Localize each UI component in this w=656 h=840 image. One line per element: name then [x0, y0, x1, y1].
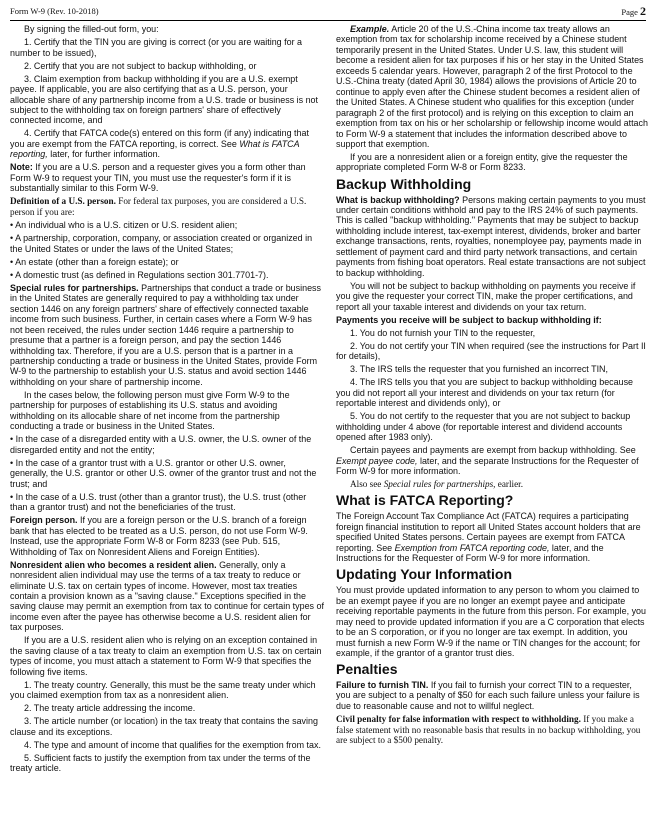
cert-3: 3. Claim exemption from backup withholding if you are a U.S. exempt payee. If applicable, you are also certifying that as a U.S. person, your allocable share of any partnership income from a U.S. trade or business is not subject to the withholding tax on foreign partners' share of effectively connected income, and [10, 73, 319, 126]
definition-label: Definition of a U.S. person. [10, 196, 116, 207]
us-person-bullet-3: • An estate (other than a foreign estate); or [10, 256, 179, 267]
foreign-person-paragraph [10, 515, 324, 557]
page-num: 2 [640, 4, 646, 18]
definition-text: For federal tax purposes, you are considered a U.S. person if you are: [10, 196, 307, 217]
note-label: Note: [10, 162, 33, 173]
civil-penalty-paragraph [336, 714, 648, 746]
cert-1: 1. Certify that the TIN you are giving is correct (or you are waiting for a number to be issued), [10, 37, 303, 58]
certain-payees-a: Certain payees and payments are exempt from backup withholding. See [350, 445, 636, 456]
failure-tin-label: Failure to furnish TIN. [336, 680, 429, 691]
penalties-heading: Penalties [336, 661, 398, 678]
right-column [336, 24, 648, 748]
updating-heading: Updating Your Information [336, 566, 513, 583]
note-text: If you are a U.S. person and a requester gives you a form other than Form W-9 to request your TIN, you must use the requester's form if it is substantially similar to this Form W-9. [10, 162, 306, 194]
treaty-item-5: 5. Sufficient facts to justify the exemption from tax under the terms of the treaty article. [10, 752, 311, 774]
nonresident-label: Nonresident alien who becomes a resident alien. [10, 559, 217, 570]
special-rules-link: Special rules for partnerships, [383, 479, 496, 490]
us-person-bullet-2: • A partnership, corporation, company, or association created or organized in the United States or under the laws of the United States; [10, 233, 313, 254]
case-bullet-3: • In the case of a U.S. trust (other than a grantor trust), the U.S. trust (other than a grantor trust) and not the beneficiaries of the trust. [10, 491, 307, 513]
backup-withholding-text: Persons making certain payments to you must under certain conditions withhold and pay to the IRS 24% of such payments. This is called "backup withholding." Payments that may be subject to backup withholding include interest, tax-exempt interest, dividends, broker and barter exchange transactions, rents, royalties, nonemployee pay, payments made in settlement of payment card and third party network transactions, and certain payments from fishing boat operators. Real estate transactions are not subject to backup withholding. [336, 194, 646, 278]
page-word: Page [621, 7, 640, 17]
special-rules-text: Partnerships that conduct a trade or business in the United States are generally required to pay a withholding tax under section 1446 on any foreign partners' share of effectively connected taxable income from such business. Further, in certain cases where a Form W-9 has not been received, the rules under section 1446 require a partnership to presume that a partner is a foreign person, and pay the section 1446 withholding tax. Therefore, if you are a U.S. person that is a partner in a partnership conducting a trade or business in the United States, provide Form W-9 to the partnership to establish your U.S. status and avoid section 1446 withholding on your share of partnership income. [10, 282, 321, 387]
us-person-bullet-4: • A domestic trust (as defined in Regulations section 301.7701-7). [10, 269, 269, 280]
certain-payees-paragraph [336, 445, 648, 476]
fatca-link: What is FATCA reporting, [10, 138, 300, 160]
nonresident-paragraph [10, 560, 324, 633]
special-rules-paragraph [10, 283, 324, 388]
example-paragraph [336, 24, 648, 149]
special-rules-label: Special rules for partnerships. [10, 282, 139, 293]
page-number [621, 4, 646, 19]
fatca-c: later, and the Instructions for the Requester of Form W-9 for more information. [336, 542, 604, 564]
payment-item-1: 1. You do not furnish your TIN to the requester, [350, 327, 536, 338]
failure-tin-paragraph [336, 680, 648, 711]
payments-subject-label: Payments you receive will be subject to backup withholding if: [336, 314, 602, 325]
us-person-bullet-1: • An individual who is a U.S. citizen or U.S. resident alien; [10, 220, 238, 231]
backup-withholding-heading: Backup Withholding [336, 175, 472, 192]
certain-payees-c: later, and the separate Instructions for the Requester of Form W-9 for more information. [336, 455, 639, 477]
fatca-paragraph [336, 511, 648, 563]
fatca-code-link: Exemption from FATCA reporting code, [394, 542, 550, 553]
case-bullet-1: • In the case of a disregarded entity with a U.S. owner, the U.S. owner of the disregarded entity and not the entity; [10, 434, 312, 455]
example-text: Article 20 of the U.S.-China income tax treaty allows an exemption from tax for scholarship income received by a Chinese student temporarily present in the United States. Under U.S. law, this student will become a resident alien for tax purposes if his or her stay in the United States exceeds 5 calendar years. However, paragraph 2 of the first Protocol to the U.S.-China treaty (dated April 30, 1984) allows the provisions of Article 20 to continue to apply even after the Chinese student becomes a resident alien of the United States. A Chinese student who qualifies for this exception (under paragraph 2 of the first protocol) and is relying on this exception to claim an exemption from tax on his or her scholarship or fellowship income would attach to Form W-9 a statement that includes the information described above to support that exemption. [336, 24, 648, 149]
payment-item-3: 3. The IRS tells the requester that you furnished an incorrect TIN, [350, 364, 608, 375]
cert-2: 2. Certify that you are not subject to backup withholding, or [24, 60, 257, 71]
failure-tin-text: If you fail to furnish your correct TIN to a requester, you are subject to a penalty of $50 for each such failure unless your failure is due to reasonable cause and not to willful neglect. [336, 680, 640, 711]
civil-penalty-label: Civil penalty for false information with respect to withholding. [336, 713, 581, 724]
example-label: Example. [350, 24, 390, 34]
backup-withholding-paragraph [336, 195, 648, 279]
no-backup-paragraph: You will not be subject to backup withholding on payments you receive if you give the requester your correct TIN, make the proper certifications, and report all your taxable interest and dividends on your tax return. [336, 280, 636, 312]
foreign-person-text: If you are a foreign person or the U.S. branch of a foreign bank that has elected to be treated as a U.S. person, do not use Form W-9. Instead, use the appropriate Form W-8 or Form 8233 (see Pub. 515, Withholding of Tax on Nonresident Aliens and Foreign Entities). [10, 515, 308, 557]
payments-subject-heading [336, 315, 648, 325]
treaty-item-3: 3. The article number (or location) in the tax treaty that contains the saving clause and its exceptions. [10, 716, 318, 737]
payment-item-2: 2. You do not certify your TIN when required (see the instructions for Part II for details), [336, 340, 646, 362]
cert-4 [10, 128, 324, 159]
also-see-c: earlier. [495, 479, 524, 490]
foreign-person-label: Foreign person. [10, 515, 78, 526]
definition-paragraph [10, 196, 324, 217]
treaty-item-1: 1. The treaty country. Generally, this must be the same treaty under which you claimed exemption from tax as a nonresident alien. [10, 679, 316, 701]
case-bullet-2: • In the case of a grantor trust with a U.S. grantor or other U.S. owner, generally, the U.S. grantor or other U.S. owner of the grantor trust and not the trust; and [10, 457, 317, 489]
updating-paragraph: You must provide updated information to any person to whom you claimed to be an exempt payee if you are no longer an exempt payee and anticipate receiving reportable payments in the future from this person. For example, you may need to provide updated information if you are a C corporation that elects to be an S corporation, or if you no longer are tax exempt. In addition, you must furnish a new Form W-9 if the name or TIN changes for the account; for example, if the grantor of a grantor trust dies. [336, 585, 646, 658]
page-header [10, 4, 646, 21]
note-paragraph [10, 162, 324, 193]
also-see-a: Also see [350, 479, 384, 490]
cases-paragraph: In the cases below, the following person must give Form W-9 to the partnership for purposes of establishing its U.S. status and avoiding withholding on its allocable share of net income from the partnership conducting a trade or business in the United States. [10, 389, 290, 432]
fatca-a: The Foreign Account Tax Compliance Act (FATCA) requires a participating foreign financial institution to report all United States account holders that are specified United States persons. Certain payees are exempt from FATCA reporting. See [336, 511, 641, 553]
treaty-item-4: 4. The type and amount of income that qualifies for the exemption from tax. [24, 739, 321, 750]
payment-item-5: 5. You do not certify to the requester that you are not subject to backup withholding under 4 above (for reportable interest and dividend accounts opened after 1983 only). [336, 411, 631, 443]
form-label: Form W-9 (Rev. 10-2018) [10, 6, 99, 16]
signing-intro: By signing the filled-out form, you: [24, 24, 159, 34]
exempt-payee-link: Exempt payee code, [336, 455, 418, 466]
civil-penalty-text: If you make a false statement with no reasonable basis that results in no backup withholding, you are subject to a $500 penalty. [336, 713, 641, 746]
fatca-heading: What is FATCA Reporting? [336, 492, 514, 509]
nonresident-requester-paragraph: If you are a nonresident alien or a foreign entity, give the requester the appropriate completed Form W-8 or Form 8233. [336, 152, 628, 173]
backup-withholding-label: What is backup withholding? [336, 194, 460, 205]
cert-4-c: later, for further information. [47, 149, 161, 160]
nonresident-text: Generally, only a nonresident alien individual may use the terms of a tax treaty to reduce or eliminate U.S. tax on certain types of income. However, most tax treaties contain a provision known as a "saving clause." Exceptions specified in the saving clause may permit an exemption from tax to continue for certain types of income even after the payee has otherwise become a U.S. resident alien for tax purposes. [10, 559, 324, 633]
payment-item-4: 4. The IRS tells you that you are subject to backup withholding because you did not report all your interest and dividends on your tax return (for reportable interest and dividends only), or [336, 377, 634, 409]
also-see-paragraph [336, 479, 648, 490]
resident-paragraph: If you are a U.S. resident alien who is relying on an exception contained in the saving clause of a tax treaty to claim an exemption from U.S. tax on certain types of income, you must attach a statement to Form W-9 that specifies the following five items. [10, 635, 322, 677]
left-column [10, 24, 324, 776]
cert-4-a: 4. Certify that FATCA code(s) entered on this form (if any) indicating that you are exempt from the FATCA reporting, is correct. See [10, 128, 309, 149]
treaty-item-2: 2. The treaty article addressing the income. [24, 703, 196, 714]
